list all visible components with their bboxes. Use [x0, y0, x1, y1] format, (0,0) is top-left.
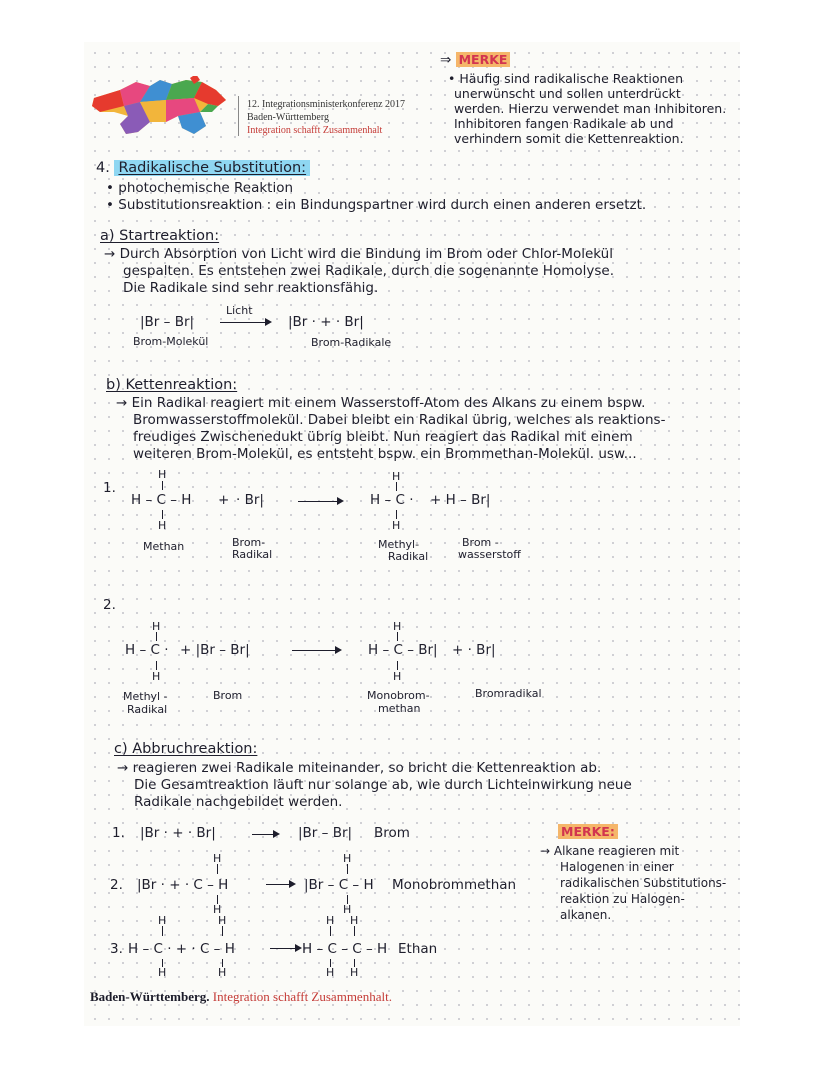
- chain-r1-methyl: H – C ·: [370, 492, 414, 508]
- footer-red: Integration schafft Zusammenhalt.: [212, 989, 392, 1004]
- merke-top-box: [440, 52, 510, 68]
- chain-r1-label-radikal: Radikal: [232, 548, 273, 561]
- chain-r1-methyl-bond-bottom: [396, 510, 397, 519]
- chain-r1-bond-bottom: [162, 510, 163, 519]
- start-line-3: Die Radikale sind sehr reaktionsfähig.: [123, 280, 379, 296]
- chain-r2-radical: + · Br|: [452, 642, 496, 658]
- lion-logo: [90, 76, 230, 138]
- term-r1-name: Brom: [374, 825, 410, 841]
- chain-r1-number: 1.: [103, 480, 116, 496]
- merke-bottom-line-3: radikalischen Substitutions-: [560, 876, 727, 890]
- term-r3-arrow-icon: [270, 948, 300, 949]
- footer-black: Baden-Württemberg.: [90, 989, 210, 1004]
- chain-line-1: → Ein Radikal reagiert mit einem Wasserstoff-Atom des Alkans zu einem bspw.: [116, 395, 646, 411]
- chain-r1-plus: +: [218, 492, 230, 508]
- section-4-bullet-2: • Substitutionsreaktion : ein Bindungspartner wird durch einen anderen ersetzt.: [106, 197, 647, 213]
- chain-r2-product-bond-bottom: [397, 661, 398, 670]
- chain-r2-label-methyl: Methyl -: [123, 690, 168, 703]
- term-r2-h-top-left: H: [213, 852, 222, 865]
- chain-r2-label-methan: methan: [378, 702, 421, 715]
- term-r3-bond-top-3: [330, 926, 331, 936]
- start-product-label: Brom-Radikale: [311, 336, 392, 349]
- term-r2-bond-top-left: [217, 864, 218, 874]
- start-line-1: → Durch Absorption von Licht wird die Bindung im Brom oder Chlor-Molekül: [104, 246, 613, 262]
- chain-r2-arrow-icon: [292, 650, 340, 651]
- chain-line-2: Bromwasserstoffmolekül. Dabei bleibt ein Radikal übrig, welches als reaktions-: [133, 412, 666, 428]
- chain-r1-radical: · Br|: [236, 492, 264, 508]
- chain-r1-bond-top: [162, 481, 163, 490]
- term-r2-right: |Br – C – H: [304, 877, 374, 893]
- term-r3-left: H – C · + · C – H: [128, 941, 235, 957]
- logo-line-3: Integration schafft Zusammenhalt: [247, 125, 383, 136]
- chain-r1-label-hbr-2: wasserstoff: [458, 548, 521, 561]
- merke-top-line-5: verhindern somit die Kettenreaktion.: [454, 131, 684, 146]
- chain-r2-methyl: H – C ·: [125, 642, 169, 658]
- section-number: 4.: [96, 160, 110, 176]
- chain-r1-hbr: + H – Br|: [430, 492, 491, 508]
- merke-arrow-icon: ⇒: [440, 52, 456, 68]
- term-r2-arrow-icon: [266, 884, 294, 885]
- chain-r1-h-bottom: H: [158, 519, 167, 532]
- term-r3-h-top-1: H: [158, 914, 167, 927]
- term-r3-bond-top-4: [354, 926, 355, 936]
- termination-line-2: Die Gesamtreaktion läuft nur solange ab, wie durch Lichteinwirkung neue: [134, 777, 632, 793]
- section-4-bullet-1: • photochemische Reaktion: [106, 180, 294, 196]
- term-r1-arrow-icon: [252, 834, 278, 835]
- termination-line-1: → reagieren zwei Radikale miteinander, so bricht die Kettenreaktion ab.: [117, 760, 602, 776]
- term-r3-h-top-3: H: [326, 914, 335, 927]
- term-r3-bond-top-1: [162, 926, 163, 936]
- start-line-2: gespalten. Es entstehen zwei Radikale, durch die sogenannte Homolyse.: [123, 263, 614, 279]
- chain-line-4: weiteren Brom-Molekül, es entsteht bspw. ein Brommethan-Molekül. usw...: [133, 446, 637, 462]
- logo-line-1: 12. Integrationsministerkonferenz 2017: [247, 99, 406, 110]
- term-r3-h-bottom-1: H: [158, 966, 167, 979]
- chain-r2-product-h-bottom: H: [393, 670, 402, 683]
- term-r3-h-bottom-3: H: [326, 966, 335, 979]
- start-arrow-label: Licht: [226, 304, 253, 317]
- merke-top-title: MERKE: [456, 52, 511, 67]
- chain-r2-product-h-top: H: [393, 620, 402, 633]
- term-r1-number: 1.: [112, 825, 125, 841]
- chain-r1-methyl-h-bottom: H: [392, 519, 401, 532]
- merke-bottom-line-2: Halogenen in einer: [560, 860, 674, 874]
- chain-r2-label-radikal: Radikal: [127, 703, 168, 716]
- chain-line-3: freudiges Zwischenedukt übrig bleibt. Nun reagiert das Radikal mit einem: [133, 429, 633, 445]
- term-r1-left: |Br · + · Br|: [140, 825, 216, 841]
- merke-top-line-4: Inhibitoren fangen Radikale ab und: [454, 116, 674, 131]
- term-r2-number: 2.: [110, 877, 123, 893]
- chain-r2-bond-bottom: [156, 661, 157, 670]
- chain-r2-product: H – C – Br|: [368, 642, 438, 658]
- start-reactant-label: Brom-Molekül: [133, 335, 209, 348]
- term-r2-left: |Br · + · C – H: [137, 877, 229, 893]
- term-r1-right: |Br – Br|: [298, 825, 353, 841]
- logo-line-2: Baden-Württemberg: [247, 112, 330, 123]
- start-reactant: |Br – Br|: [140, 314, 195, 330]
- section-4-heading: [96, 160, 310, 176]
- chain-r2-h-bottom: H: [152, 670, 161, 683]
- chain-r1-label-hbr-1: Brom -: [462, 536, 499, 549]
- chain-r2-product-bond-top: [397, 632, 398, 641]
- chain-r2-bond-top: [156, 632, 157, 641]
- merke-top-line-1: • Häufig sind radikalische Reaktionen: [448, 71, 683, 86]
- merke-top-line-3: werden. Hierzu verwendet man Inhibitoren.: [454, 101, 727, 116]
- chain-r2-bromine: + |Br – Br|: [180, 642, 250, 658]
- start-arrow-icon: [220, 322, 270, 323]
- chain-r1-methane: H – C – H: [131, 492, 192, 508]
- chain-r1-methyl-h-top: H: [392, 470, 401, 483]
- section-title: Radikalische Substitution:: [114, 160, 310, 176]
- term-r3-name: Ethan: [398, 941, 438, 957]
- chain-r2-h-top: H: [152, 620, 161, 633]
- chain-r1-label-methyl: Methyl-: [378, 538, 420, 551]
- start-product: |Br · + · Br|: [288, 314, 364, 330]
- chain-heading: b) Kettenreaktion:: [106, 377, 238, 393]
- chain-r1-label-methyl-radikal: Radikal: [388, 550, 429, 563]
- merke-top-line-2: unerwünscht und sollen unterdrückt: [454, 86, 681, 101]
- term-r3-bond-top-2: [222, 926, 223, 936]
- chain-r2-number: 2.: [103, 597, 116, 613]
- term-r3-h-top-4: H: [350, 914, 359, 927]
- term-r2-bond-top-right: [347, 864, 348, 874]
- logo-divider: [238, 96, 239, 136]
- chain-r1-h-top: H: [158, 468, 167, 481]
- chain-r2-label-bromradikal: Bromradikal: [475, 687, 542, 700]
- term-r3-number: 3.: [110, 941, 123, 957]
- chain-r1-label-methan: Methan: [143, 540, 185, 553]
- term-r3-h-bottom-2: H: [218, 966, 227, 979]
- term-r3-h-bottom-4: H: [350, 966, 359, 979]
- term-r2-name: Monobrommethan: [392, 877, 517, 893]
- termination-line-3: Radikale nachgebildet werden.: [134, 794, 343, 810]
- chain-r1-label-brom: Brom-: [232, 536, 266, 549]
- chain-r2-label-monobrom: Monobrom-: [367, 689, 430, 702]
- footer: [90, 989, 392, 1005]
- term-r2-h-bottom-right: H: [343, 903, 352, 916]
- merke-bottom-line-1: → Alkane reagieren mit: [540, 844, 680, 858]
- merke-bottom-title: MERKE:: [558, 824, 618, 840]
- term-r2-h-top-right: H: [343, 852, 352, 865]
- merke-bottom-line-5: alkanen.: [560, 908, 612, 922]
- term-r2-h-bottom-left: H: [213, 903, 222, 916]
- termination-heading: c) Abbruchreaktion:: [114, 741, 258, 757]
- term-r3-h-top-2: H: [218, 914, 227, 927]
- chain-r1-arrow-icon: [298, 501, 342, 502]
- merke-bottom-line-4: reaktion zu Halogen-: [560, 892, 685, 906]
- start-heading: a) Startreaktion:: [100, 228, 220, 244]
- term-r3-right: H – C – C – H: [302, 941, 388, 957]
- chain-r1-methyl-bond-top: [396, 482, 397, 491]
- chain-r2-label-brom: Brom: [213, 689, 243, 702]
